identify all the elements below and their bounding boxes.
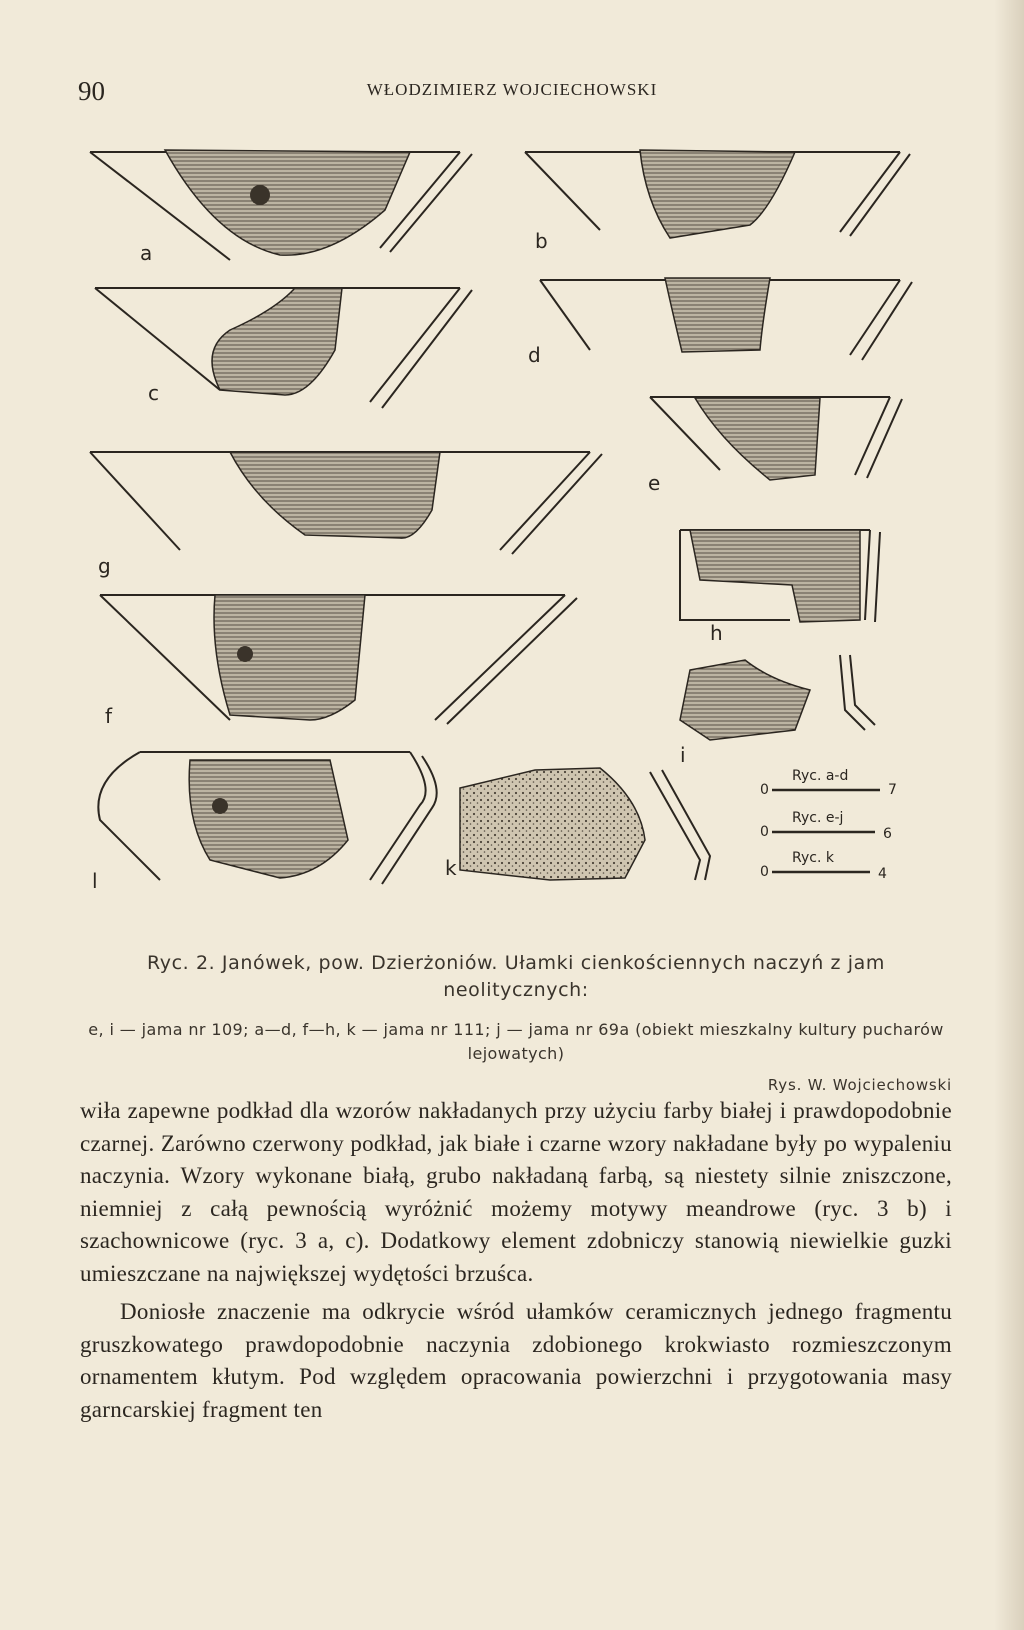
fragment-f (100, 595, 577, 728)
fragment-label-i: i (680, 743, 686, 767)
scale-start-a-d: 0 (760, 782, 769, 798)
scale-start-k: 0 (760, 864, 769, 880)
page-number: 90 (78, 76, 105, 106)
fragment-label-e: g (98, 554, 111, 578)
fragment-k (445, 768, 710, 880)
fragment-l (92, 752, 437, 893)
scale-bar-k (760, 850, 887, 882)
figure-caption (80, 950, 952, 1094)
scale-label-k: Ryc. k (792, 850, 834, 866)
scale-bar-e-j (760, 810, 892, 842)
fragment-h (680, 530, 880, 645)
scale-end-k: 4 (878, 866, 887, 882)
fragment-label-c: c (148, 381, 159, 405)
fragment-e (90, 452, 602, 578)
caption-main: Ryc. 2. Janówek, pow. Dzierżoniów. Ułamki cienkościennych naczyń z jam neolitycznych: (147, 952, 885, 1001)
running-head: WŁODZIMIERZ WOJCIECHOWSKI (366, 80, 658, 99)
paragraph-2: Doniosłe znaczenie ma odkrycie wśród ułamków ceramicznych jednego fragmentu gruszkowatego prawdopodobnie naczynia zdobionego krokwiasto rozmieszczonym ornamentem kłutym. Pod względem opracowania powierzchni i przygotowania masy garncarskiej fragment ten (80, 1299, 952, 1422)
scale-end-a-d: 7 (888, 782, 897, 798)
fragment-label-b: b (535, 229, 548, 253)
fragment-label-g: e (648, 471, 661, 495)
scale-end-e-j: 6 (883, 826, 892, 842)
scale-bar-a-d (760, 768, 897, 798)
scale-start-e-j: 0 (760, 824, 769, 840)
paragraph-1: wiła zapewne podkład dla wzorów nakładanych przy użyciu farby białej i prawdopodobnie czarnej. Zarówno czerwony podkład, jak białe i czarne wzory nakładane były po wypaleniu naczynia. Wzory wykonane białą, grubo nakładaną farbą, są niestety silnie zniszczone, niemniej z całą pewnością wyróżnić możemy motywy meandrowe (ryc. 3 b) i szachownicowe (ryc. 3 a, c). Dodatkowy element zdobniczy stanowią niewielkie guzki umieszczane na największej wydętości brzuśca. (80, 1098, 952, 1286)
scale-label-a-d: Ryc. a-d (792, 768, 849, 784)
fragment-i (680, 655, 875, 767)
caption-credit: Rys. W. Wojciechowski (767, 1076, 952, 1094)
page-header (0, 76, 1024, 110)
pottery-figure (80, 140, 940, 930)
fragment-a (90, 150, 472, 265)
fragment-label-k: k (445, 856, 457, 880)
fragment-b (525, 150, 910, 253)
fragment-g (648, 397, 902, 495)
fragment-label-f: f (105, 704, 113, 728)
body-text (80, 1095, 952, 1426)
caption-detail: e, i — jama nr 109; a—d, f—h, k — jama nr 111; j — jama nr 69a (obiekt mieszkalny kultury pucharów lejowatych) (88, 1020, 944, 1063)
fragment-c (95, 288, 472, 408)
fragment-label-l: l (92, 869, 98, 893)
scale-label-e-j: Ryc. e-j (792, 810, 844, 826)
fragment-label-a: a (140, 241, 153, 265)
fragment-label-h: h (710, 621, 723, 645)
fragment-label-d: d (528, 343, 541, 367)
fragment-d (528, 278, 912, 367)
